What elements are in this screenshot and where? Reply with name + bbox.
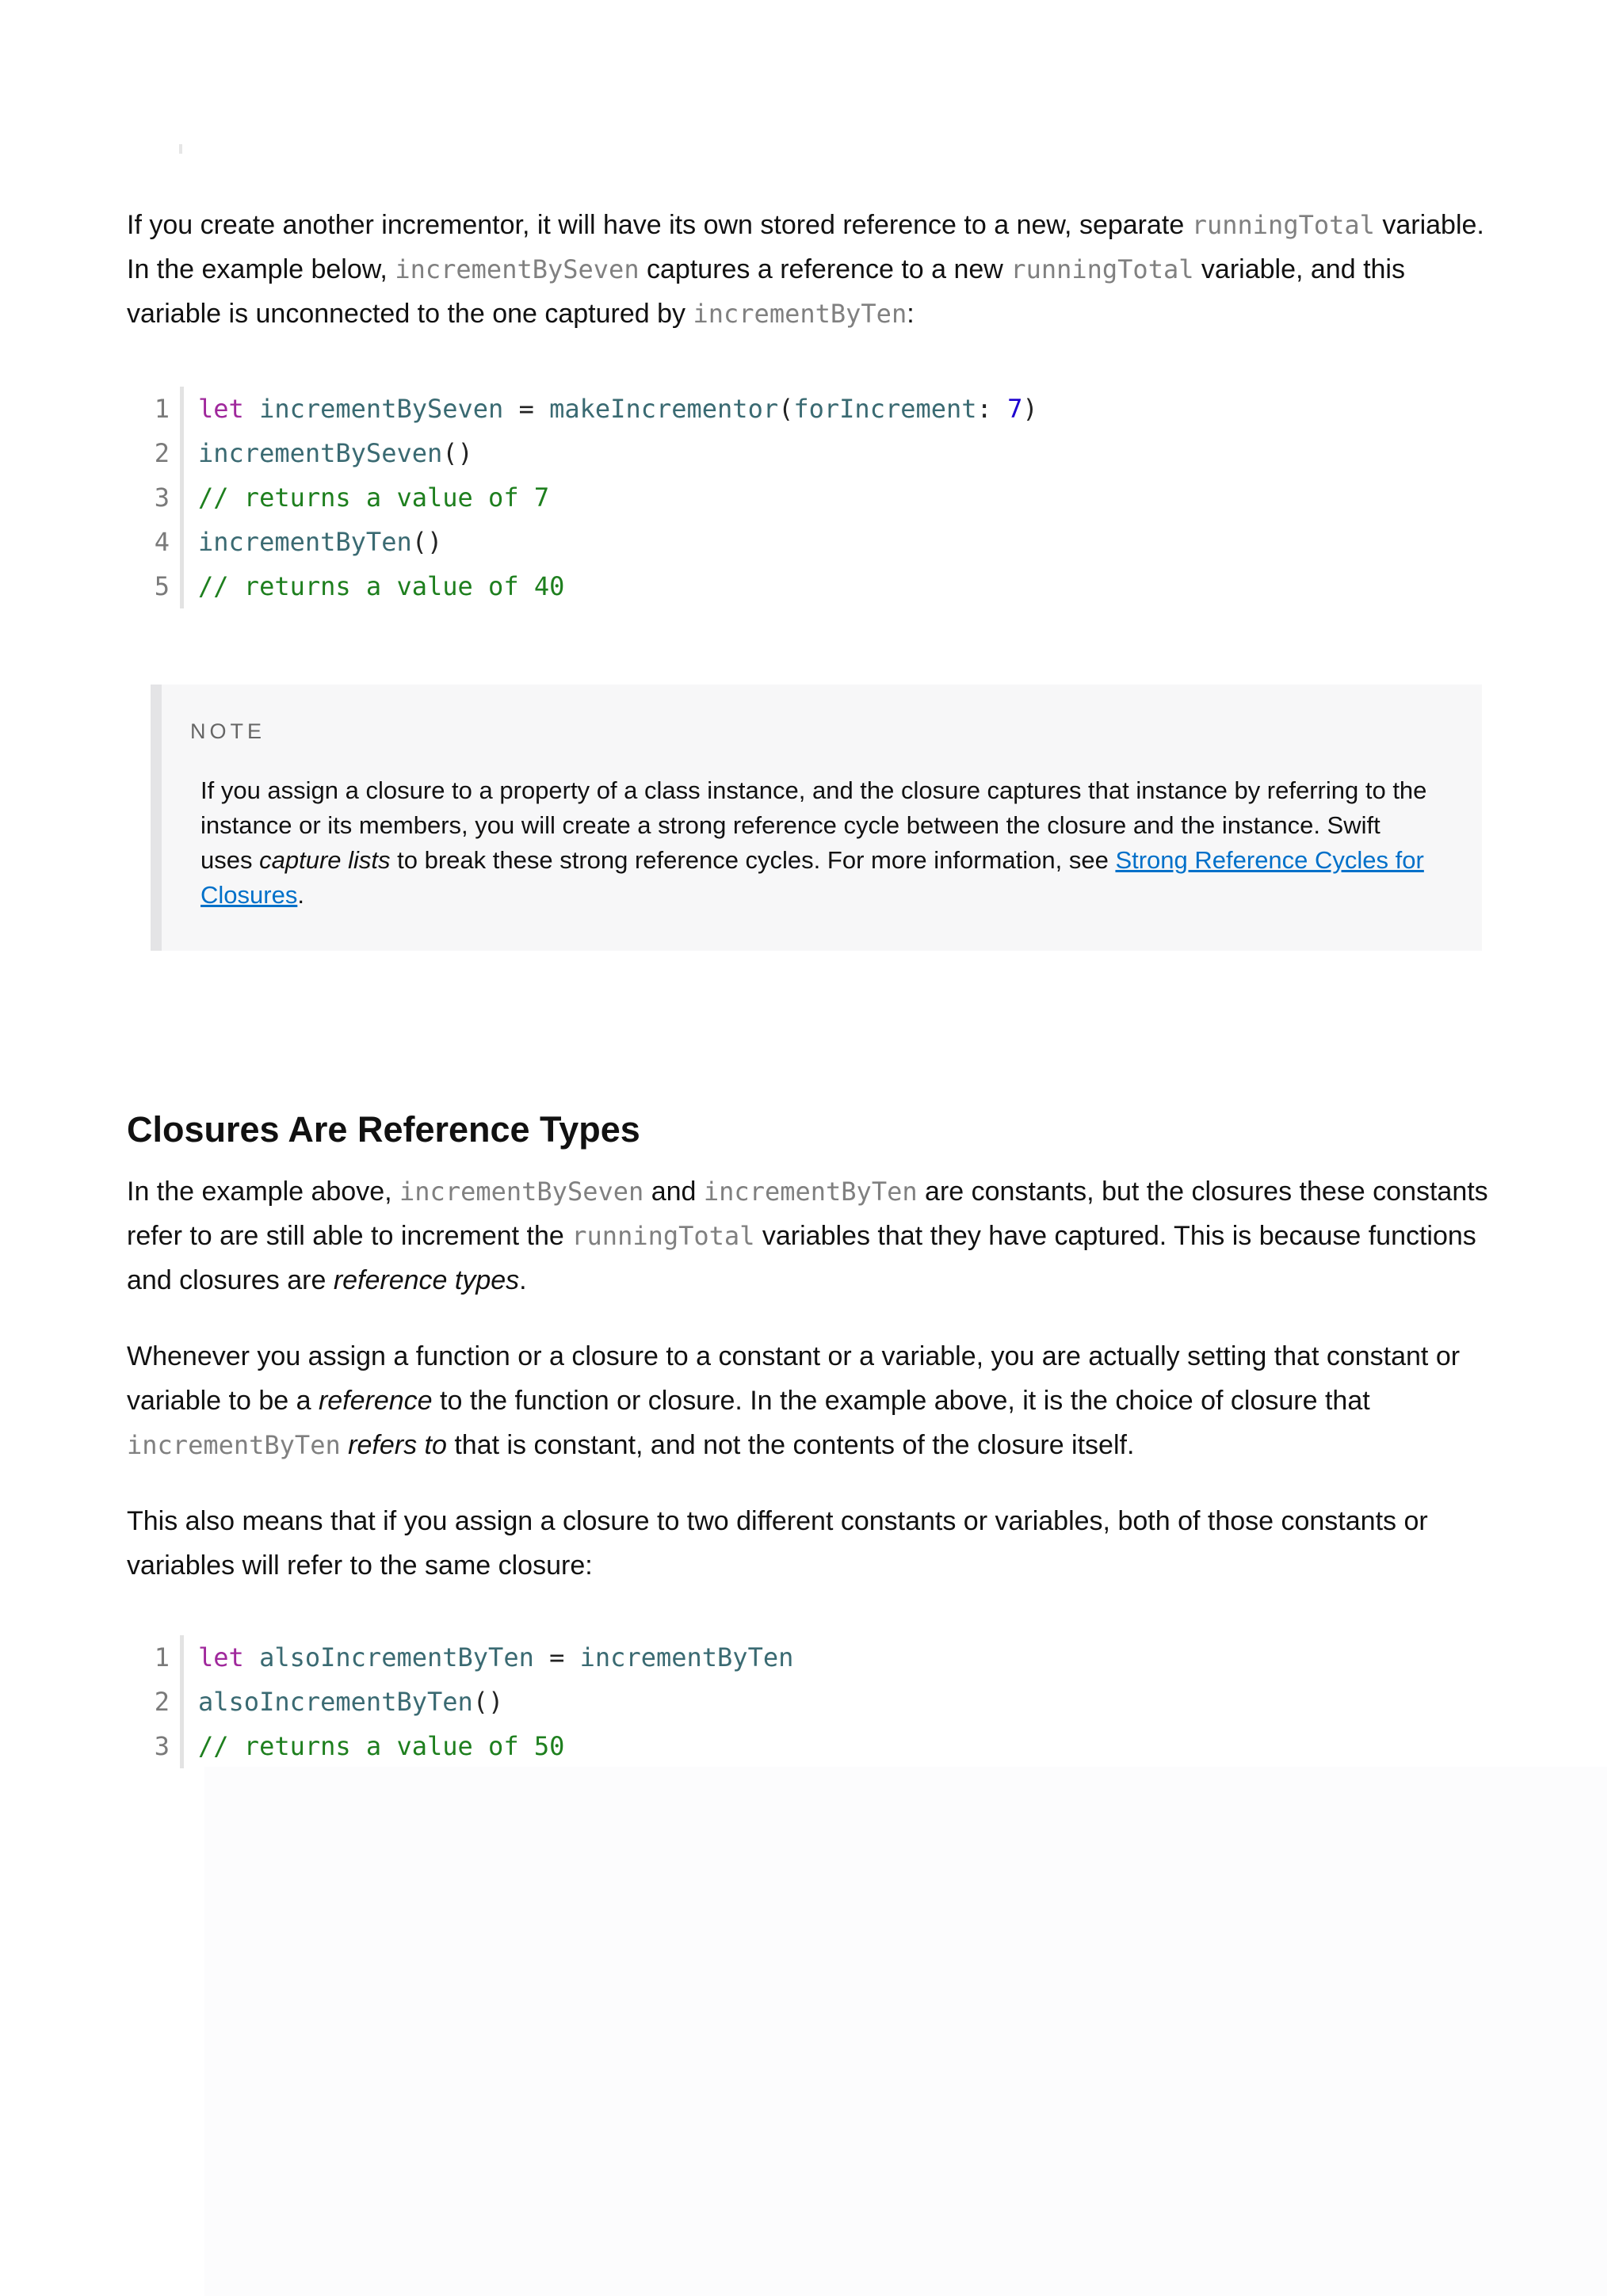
note-label: NOTE [190, 719, 266, 743]
inline-code: incrementByTen [127, 1430, 341, 1460]
line-number: 4 [154, 527, 170, 557]
code-text [198, 482, 549, 513]
text: variables that they have captured. This is because functions and closures are [127, 1221, 1476, 1295]
inline-code: incrementBySeven [395, 254, 640, 284]
same-closure-paragraph [127, 1499, 1506, 1588]
operator: () [411, 527, 443, 557]
identifier: incrementBySeven [198, 438, 443, 468]
identifier: incrementBySeven [259, 394, 504, 424]
background-strip [204, 1767, 1607, 2296]
gutter-bar [180, 1635, 184, 1768]
text: This also means that if you assign a closure to two different constants or variables, both of those constants or variables will refer to the same closure: [127, 1506, 1428, 1581]
code-text [198, 1687, 503, 1717]
code-line [143, 564, 1490, 608]
emphasis: capture lists [259, 846, 391, 874]
identifier: incrementByTen [198, 527, 412, 557]
code-block-2 [143, 1635, 1490, 1768]
line-number: 3 [154, 482, 170, 513]
code-line [143, 387, 1490, 431]
strong-reference-cycles-link[interactable]: Strong Reference Cycles for Closures [200, 846, 1424, 909]
number-literal: 7 [1007, 394, 1023, 424]
emphasis: refers to [348, 1430, 447, 1460]
text: captures a reference to a new [639, 254, 1011, 284]
text [341, 1430, 348, 1460]
text: : [907, 299, 915, 329]
inline-code: incrementByTen [693, 299, 907, 329]
inline-code: runningTotal [1010, 254, 1194, 284]
comment: // returns a value of 40 [198, 571, 565, 601]
code-text [198, 571, 564, 601]
code-text [198, 1642, 793, 1672]
top-marker [179, 144, 182, 154]
operator: = [533, 1642, 580, 1672]
assignment-paragraph [127, 1334, 1506, 1467]
line-number: 2 [154, 438, 170, 468]
inline-code: runningTotal [1191, 210, 1375, 240]
text: . [519, 1265, 527, 1295]
identifier: alsoIncrementByTen [198, 1687, 473, 1717]
text: variable. In the example below, [127, 210, 1484, 284]
code-line [143, 1680, 1490, 1724]
operator: () [472, 1687, 504, 1717]
reference-types-paragraph [127, 1169, 1506, 1302]
line-number: 1 [154, 394, 170, 424]
code-text [198, 394, 1038, 424]
section-heading: Closures Are Reference Types [127, 1109, 640, 1150]
code-line [143, 431, 1490, 475]
gutter-bar [180, 387, 184, 608]
code-line [143, 1635, 1490, 1680]
emphasis: reference types [333, 1265, 520, 1295]
text: If you create another incrementor, it will have its own stored reference to a new, separate [127, 210, 1192, 240]
code-text [198, 1731, 564, 1761]
text: and [643, 1177, 704, 1207]
line-number: 3 [154, 1731, 170, 1761]
text: variable, and this variable is unconnected to the one captured by [127, 254, 1405, 329]
space [244, 394, 259, 424]
inline-code: incrementByTen [703, 1177, 918, 1207]
line-number: 5 [154, 571, 170, 601]
identifier: incrementByTen [579, 1642, 794, 1672]
space [244, 1642, 259, 1672]
text: that is constant, and not the contents of the closure itself. [446, 1430, 1135, 1460]
identifier: makeIncrementor [549, 394, 779, 424]
code-text [198, 527, 442, 557]
text: to break these strong reference cycles. For more information, see [390, 846, 1116, 874]
code-line [143, 1724, 1490, 1768]
operator: = [503, 394, 550, 424]
line-number: 1 [154, 1642, 170, 1672]
emphasis: reference [318, 1386, 433, 1416]
inline-code: incrementBySeven [399, 1177, 644, 1207]
intro-paragraph [127, 203, 1506, 336]
text: Whenever you assign a function or a closure to a constant or a variable, you are actually setting that constant or variable to be a [127, 1341, 1461, 1416]
code-block-1 [143, 387, 1490, 608]
identifier: alsoIncrementByTen [259, 1642, 534, 1672]
inline-code: runningTotal [571, 1221, 755, 1251]
text: . [297, 881, 304, 909]
text: If you assign a closure to a property of a class instance, and the closure captures that instance by referring to the instance or its members, you will create a strong reference cycle between the closure and the instance. Swift uses [200, 776, 1427, 874]
code-text [198, 438, 473, 468]
comment: // returns a value of 50 [198, 1731, 565, 1761]
line-number: 2 [154, 1687, 170, 1717]
operator: ) [1022, 394, 1038, 424]
text: are constants, but the closures these constants refer to are still able to increment the [127, 1177, 1488, 1251]
code-line [143, 520, 1490, 564]
text: to the function or closure. In the example above, it is the choice of closure that [432, 1386, 1370, 1416]
note-text [200, 773, 1437, 913]
keyword: let [198, 1642, 244, 1672]
text: In the example above, [127, 1177, 400, 1207]
comment: // returns a value of 7 [198, 482, 550, 513]
code-line [143, 475, 1490, 520]
operator: () [442, 438, 473, 468]
operator: ( [778, 394, 794, 424]
identifier: forIncrement [793, 394, 977, 424]
keyword: let [198, 394, 244, 424]
operator: : [976, 394, 1008, 424]
